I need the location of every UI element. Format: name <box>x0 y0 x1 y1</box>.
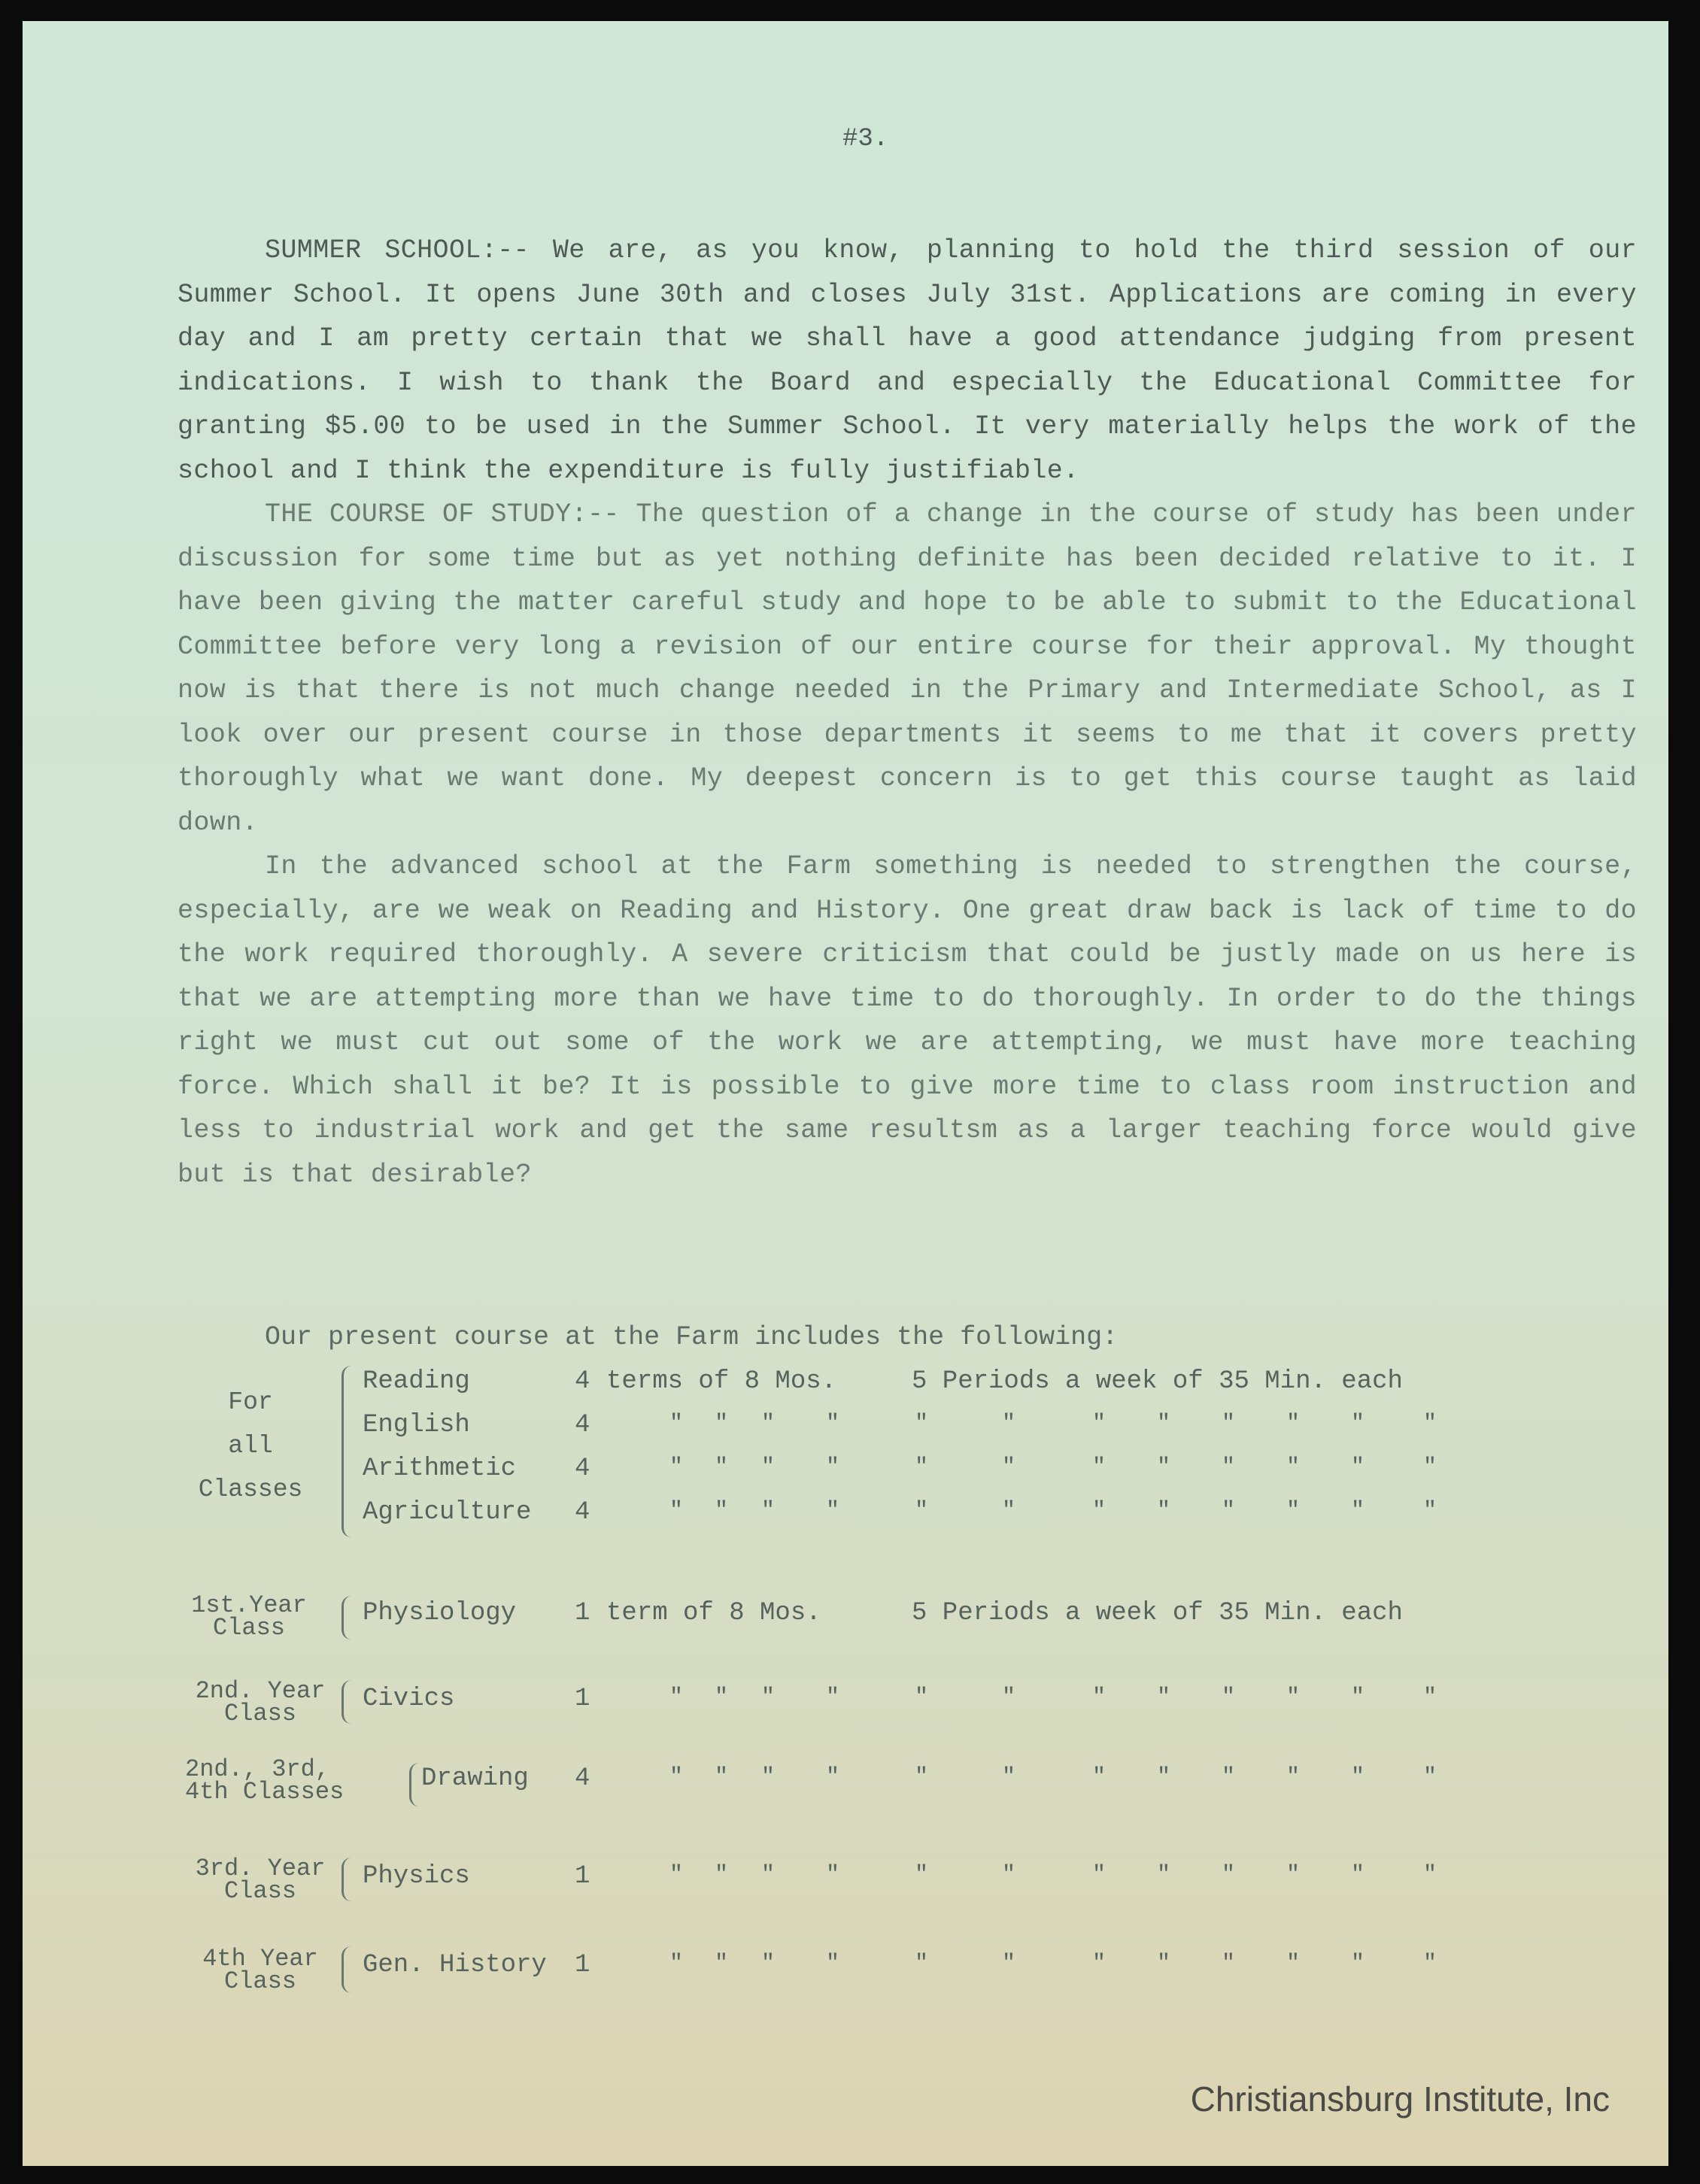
ditto-mark: " <box>1222 1951 1236 1976</box>
paragraph-summer-school: SUMMER SCHOOL:-- We are, as you know, planning to hold the third session of our Summer School. It opens June 30th and closes July 31st. Applications are coming in every day and I am pretty certain that we shall have a good attendance judging from present indications. I wish to thank the Board and especially the Educational Committee for granting $5.00 to be used in the Summer School. It very materially helps the work of the school and I think the expenditure is fully justifiable. <box>178 235 1637 486</box>
ditto-mark: " <box>1002 1498 1016 1524</box>
ditto-mark: " <box>761 1454 776 1480</box>
ditto-mark: " <box>761 1685 776 1710</box>
ditto-mark: " <box>1286 1685 1301 1710</box>
course-terms-count: 4 <box>575 1367 590 1396</box>
ditto-mark: " <box>1423 1454 1437 1480</box>
class-label-line: 2nd. Year <box>195 1677 326 1705</box>
ditto-mark: " <box>715 1862 729 1888</box>
ditto-mark: " <box>1351 1411 1365 1436</box>
ditto-mark: " <box>915 1951 929 1976</box>
ditto-mark: " <box>1222 1454 1236 1480</box>
ditto-mark: " <box>1351 1498 1365 1524</box>
watermark: Christiansburg Institute, Inc <box>1190 2079 1610 2119</box>
ditto-mark: " <box>826 1411 840 1436</box>
document-page <box>23 21 1668 2166</box>
ditto-mark: " <box>1092 1411 1107 1436</box>
ditto-mark: " <box>1423 1862 1437 1888</box>
course-terms-count: 1 <box>575 1685 590 1713</box>
course-row <box>23 1862 1668 1900</box>
class-label-line: Class <box>223 1877 296 1905</box>
ditto-mark: " <box>1002 1411 1016 1436</box>
course-row <box>23 1685 1668 1722</box>
ditto-mark: " <box>1286 1498 1301 1524</box>
ditto-mark: " <box>1157 1764 1171 1790</box>
course-row <box>23 1951 1668 1988</box>
paragraph-course-of-study: THE COURSE OF STUDY:-- The question of a change in the course of study has been under discussion for some time but as yet nothing definite has been decided relative to it. I have been giving the matter careful study and hope to be able to submit to the Educational Committee before very long a revision of our entire course for their approval. My thought now is that there is not much change needed in the Primary and Intermediate School, as I look over our present course in those departments it seems to me that it covers pretty thoroughly what we want done. My deepest concern is to get this course taught as laid down. <box>178 499 1637 838</box>
ditto-mark: " <box>715 1951 729 1976</box>
ditto-mark: " <box>1286 1454 1301 1480</box>
course-terms-count: 1 <box>575 1862 590 1891</box>
course-terms-count: 4 <box>575 1411 590 1439</box>
ditto-mark: " <box>1157 1951 1171 1976</box>
ditto-mark: " <box>826 1764 840 1790</box>
class-label-line: 3rd. Year <box>195 1855 326 1882</box>
course-row <box>23 1764 1668 1806</box>
course-terms-count: 4 <box>575 1454 590 1483</box>
ditto-mark: " <box>1286 1951 1301 1976</box>
ditto-mark: " <box>915 1498 929 1524</box>
ditto-mark: " <box>1423 1685 1437 1710</box>
ditto-mark: " <box>915 1862 929 1888</box>
ditto-mark: " <box>669 1951 684 1976</box>
class-label-line: Class <box>223 1700 296 1727</box>
ditto-mark: " <box>1092 1764 1107 1790</box>
ditto-mark: " <box>1002 1764 1016 1790</box>
course-subject: English <box>363 1411 470 1439</box>
ditto-mark: " <box>1157 1454 1171 1480</box>
ditto-mark: " <box>761 1862 776 1888</box>
course-subject: Drawing <box>421 1764 529 1793</box>
class-label-line: 2nd., 3rd, <box>185 1755 330 1783</box>
class-label-line: 1st.Year <box>191 1591 307 1619</box>
ditto-mark: " <box>1092 1454 1107 1480</box>
ditto-mark: " <box>826 1951 840 1976</box>
paragraph-advanced-school: In the advanced school at the Farm something is needed to strengthen the course, especially, are we weak on Reading and History. One great draw back is lack of time to do the work required thoroughly. A severe criticism that could be justly made on us here is that we are attempting more than we have time to do thoroughly. In order to do the things right we must cut out some of the work we are attempting, we must have more teaching force. Which shall it be? It is possible to give more time to class room instruction and less to industrial work and get the same resultsm as a larger teaching force would give but is that desirable? <box>178 851 1637 1190</box>
course-row <box>23 1454 1668 1492</box>
ditto-mark: " <box>915 1764 929 1790</box>
ditto-mark: " <box>1351 1764 1365 1790</box>
ditto-mark: " <box>826 1685 840 1710</box>
all-classes-label-line: For <box>228 1388 273 1416</box>
all-classes-label-line: all <box>228 1432 273 1460</box>
ditto-mark: " <box>1092 1498 1107 1524</box>
ditto-mark: " <box>1222 1764 1236 1790</box>
course-subject: Agriculture <box>363 1498 532 1527</box>
course-row <box>23 1411 1668 1448</box>
ditto-mark: " <box>1351 1685 1365 1710</box>
ditto-mark: " <box>826 1862 840 1888</box>
course-terms-count: 1 <box>575 1951 590 1979</box>
ditto-mark: " <box>1092 1862 1107 1888</box>
course-terms-count: 4 <box>575 1498 590 1527</box>
ditto-mark: " <box>915 1454 929 1480</box>
ditto-mark: " <box>915 1685 929 1710</box>
ditto-mark: " <box>1092 1685 1107 1710</box>
ditto-mark: " <box>1092 1951 1107 1976</box>
ditto-mark: " <box>1351 1951 1365 1976</box>
ditto-mark: " <box>1157 1411 1171 1436</box>
ditto-mark: " <box>715 1454 729 1480</box>
ditto-mark: " <box>1423 1411 1437 1436</box>
course-terms-count: 1 <box>575 1599 590 1627</box>
ditto-mark: " <box>1286 1411 1301 1436</box>
ditto-mark: " <box>1286 1764 1301 1790</box>
ditto-mark: " <box>1157 1862 1171 1888</box>
ditto-mark: " <box>826 1454 840 1480</box>
class-label-line: Class <box>223 1967 296 1995</box>
ditto-mark: " <box>1423 1498 1437 1524</box>
ditto-mark: " <box>1222 1685 1236 1710</box>
course-subject: Civics <box>363 1685 455 1713</box>
ditto-mark: " <box>761 1411 776 1436</box>
ditto-mark: " <box>1423 1951 1437 1976</box>
course-subject: Physics <box>363 1862 470 1891</box>
ditto-mark: " <box>715 1685 729 1710</box>
course-terms: terms of 8 Mos. <box>606 1367 837 1396</box>
ditto-mark: " <box>1351 1454 1365 1480</box>
ditto-mark: " <box>1222 1411 1236 1436</box>
class-label-line: Class <box>212 1614 285 1642</box>
ditto-mark: " <box>915 1411 929 1436</box>
course-row <box>23 1498 1668 1536</box>
course-subject: Gen. History <box>363 1951 547 1979</box>
ditto-mark: " <box>1286 1862 1301 1888</box>
course-periods: 5 Periods a week of 35 Min. each <box>912 1599 1403 1627</box>
ditto-mark: " <box>669 1411 684 1436</box>
ditto-mark: " <box>1157 1685 1171 1710</box>
ditto-mark: " <box>1423 1764 1437 1790</box>
ditto-mark: " <box>761 1951 776 1976</box>
ditto-mark: " <box>826 1498 840 1524</box>
ditto-mark: " <box>1222 1862 1236 1888</box>
ditto-mark: " <box>1002 1862 1016 1888</box>
ditto-mark: " <box>1222 1498 1236 1524</box>
class-label-line: 4th Classes <box>185 1778 345 1806</box>
ditto-mark: " <box>715 1764 729 1790</box>
ditto-mark: " <box>715 1498 729 1524</box>
ditto-mark: " <box>1351 1862 1365 1888</box>
ditto-mark: " <box>669 1685 684 1710</box>
page-number: #3. <box>842 125 889 153</box>
course-terms-count: 4 <box>575 1764 590 1793</box>
class-label-line: 4th Year <box>202 1945 318 1973</box>
ditto-mark: " <box>761 1498 776 1524</box>
ditto-mark: " <box>1002 1951 1016 1976</box>
letter-body <box>178 229 1637 1197</box>
course-subject: Reading <box>363 1367 470 1396</box>
course-terms: term of 8 Mos. <box>606 1599 821 1627</box>
course-row <box>23 1367 1668 1405</box>
ditto-mark: " <box>715 1411 729 1436</box>
course-row <box>23 1599 1668 1636</box>
course-subject: Physiology <box>363 1599 517 1627</box>
ditto-mark: " <box>1002 1454 1016 1480</box>
ditto-mark: " <box>761 1764 776 1790</box>
ditto-mark: " <box>669 1454 684 1480</box>
all-classes-label-line: Classes <box>198 1476 303 1503</box>
ditto-mark: " <box>669 1764 684 1790</box>
course-periods: 5 Periods a week of 35 Min. each <box>912 1367 1403 1396</box>
course-subject: Arithmetic <box>363 1454 517 1483</box>
ditto-mark: " <box>669 1862 684 1888</box>
ditto-mark: " <box>669 1498 684 1524</box>
ditto-mark: " <box>1002 1685 1016 1710</box>
ditto-mark: " <box>1157 1498 1171 1524</box>
course-intro: Our present course at the Farm includes the following: <box>265 1322 1119 1352</box>
